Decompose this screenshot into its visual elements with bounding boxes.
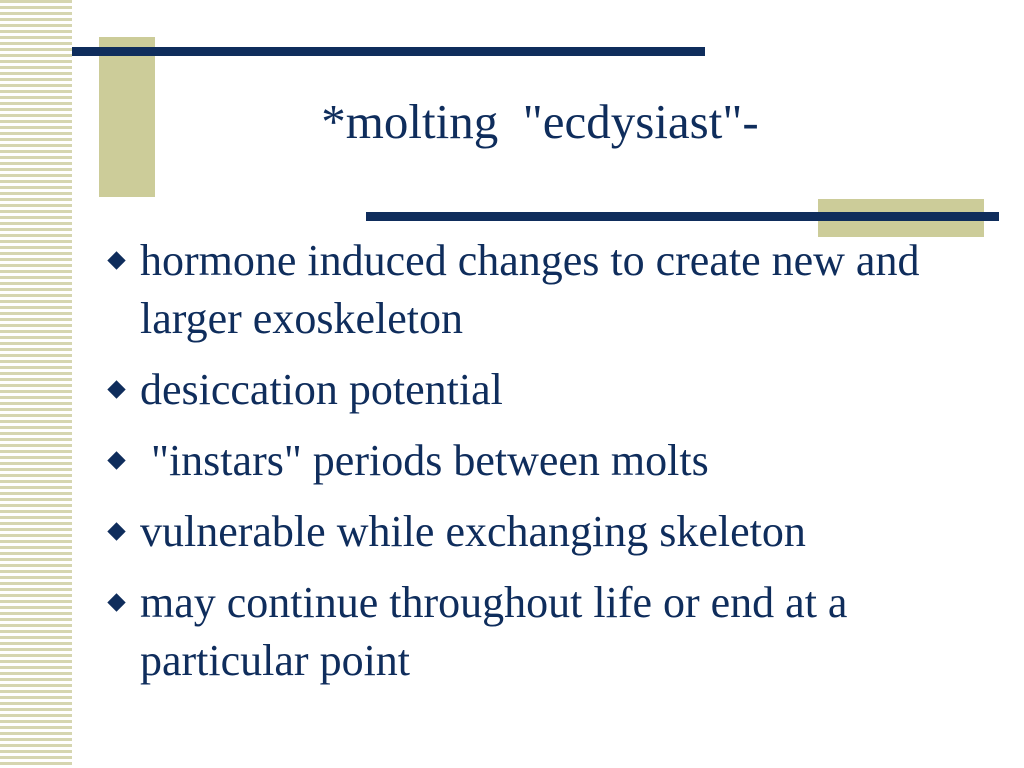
bullet-item (104, 574, 1014, 690)
slide-title: *molting "ecdysiast"- (321, 94, 759, 149)
bullet-text: "instars" periods between molts (140, 436, 709, 485)
diamond-bullet-icon (104, 232, 128, 267)
bullet-text: vulnerable while exchanging skeleton (140, 507, 806, 556)
bullet-item (104, 503, 1014, 561)
bullet-text: desiccation potential (140, 365, 503, 414)
bullet-text: hormone induced changes to create new and larger exoskeleton (140, 236, 931, 343)
diamond-bullet-icon (104, 503, 128, 538)
bullet-text: may continue throughout life or end at a particular point (140, 578, 859, 685)
diamond-bullet-icon (104, 574, 128, 609)
diamond-bullet-icon (104, 432, 128, 467)
bullet-list (104, 232, 1014, 703)
title-rule-bottom (366, 212, 999, 221)
diamond-bullet-icon (104, 361, 128, 396)
bullet-item (104, 232, 1014, 348)
title-rule-top (72, 47, 705, 56)
bullet-item (104, 361, 1014, 419)
bullet-item (104, 432, 1014, 490)
decorative-accent-block-top (99, 37, 155, 197)
decorative-side-stripes (0, 0, 72, 768)
